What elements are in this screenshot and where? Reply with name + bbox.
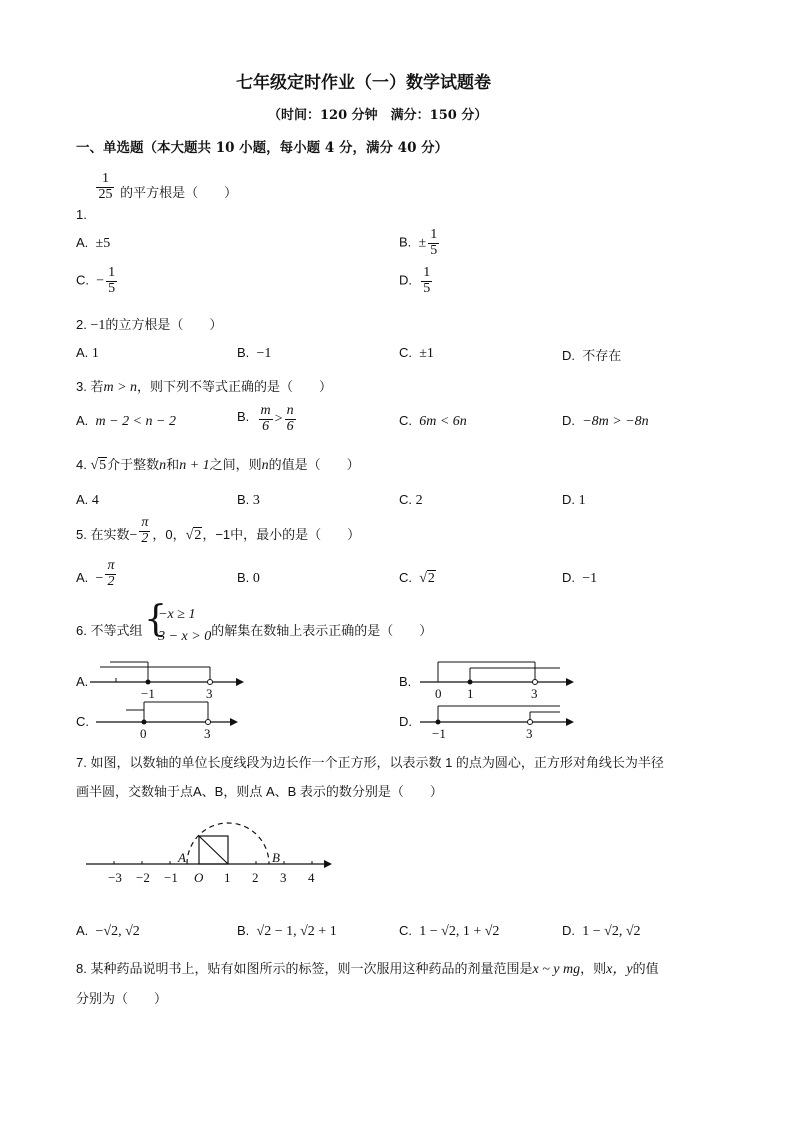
svg-text:0: 0 <box>435 686 442 701</box>
page-subtitle: （时间：120 分钟 满分：150 分） <box>268 108 488 123</box>
option-a[interactable]: A. 4 <box>76 492 99 508</box>
option-d[interactable]: D. −1 <box>562 570 598 586</box>
option-a[interactable]: A. <box>76 674 89 689</box>
question-1 <box>76 171 238 222</box>
option-b[interactable]: B. ± $\frac{1}{5}$ <box>399 227 438 258</box>
svg-text:3: 3 <box>204 726 211 741</box>
inequality-system: { −x ≥ 1 3 − x > 0 <box>144 599 212 644</box>
option-a[interactable]: A. ±5 <box>76 235 111 251</box>
question-stem: 的平方根是（ ） <box>120 184 238 200</box>
number-line-c <box>96 698 256 744</box>
svg-text:1: 1 <box>467 686 474 701</box>
option-b[interactable]: B. 3 <box>237 492 260 508</box>
svg-text:3: 3 <box>526 726 533 741</box>
option-c[interactable]: C. ±1 <box>399 345 434 361</box>
number-line-d <box>420 698 580 744</box>
q7-diagram <box>84 818 344 890</box>
fraction-one-twentyfifth: $\frac{1}{25}$ <box>98 171 113 202</box>
option-b[interactable]: B. 0 <box>237 570 260 586</box>
option-a[interactable]: A. − $\frac{\pi}{2}$ <box>76 558 115 589</box>
option-d[interactable]: D. $\frac{1}{5}$ <box>399 265 431 296</box>
svg-text:−1: −1 <box>141 686 155 701</box>
sqrt-five: √5 <box>90 458 107 473</box>
svg-text:−2: −2 <box>136 870 150 885</box>
svg-text:−1: −1 <box>164 870 178 885</box>
question-6: 6. 不等式组 { −x ≥ 1 3 − x > 0 的解集在数轴上表示正确的是（ ） <box>76 604 432 648</box>
question-number: 1. <box>76 206 87 222</box>
option-c[interactable]: C. − $\frac{1}{5}$ <box>76 265 116 296</box>
option-d[interactable]: D. 1 <box>562 492 586 508</box>
option-b[interactable]: B. −1 <box>237 345 272 361</box>
option-b[interactable]: B. <box>399 674 412 689</box>
question-8: 8. 某种药品说明书上，贴有如图所示的标签，则一次服用这种药品的剂量范围是x ~ y mg，则x，y的值 分别为（ ） <box>76 961 659 1006</box>
question-4: 4. √5介于整数n和n + 1之间，则n的值是（ ） <box>76 457 360 473</box>
svg-text:0: 0 <box>140 726 147 741</box>
option-d[interactable]: D. −8m > −8n <box>562 413 649 429</box>
page-title: 七年级定时作业（一）数学试题卷 <box>236 73 491 93</box>
option-c[interactable]: C. <box>76 714 89 729</box>
option-d[interactable]: D. 不存在 <box>562 348 622 363</box>
option-d[interactable]: D. 1 − √2, √2 <box>562 923 641 939</box>
question-7: 7. 如图，以数轴的单位长度线段为边长作一个正方形，以表示数 1 的点为圆心，正方形对角线长为半径 画半圆，交数轴于点A、B，则点 A、B 表示的数分别是（ ） <box>76 755 664 799</box>
svg-text:3: 3 <box>531 686 538 701</box>
section-heading: 一、单选题（本大题共 10 小题，每小题 4 分，满分 40 分） <box>76 140 449 156</box>
question-5: 5. 在实数− $\frac{\pi}{2}$ ，0，√2，−1中，最小的是（ ） <box>76 515 361 546</box>
svg-text:O: O <box>194 870 204 885</box>
option-c[interactable]: C. 2 <box>399 492 423 508</box>
svg-text:B: B <box>272 850 280 865</box>
svg-text:A: A <box>178 850 186 865</box>
svg-text:−3: −3 <box>108 870 122 885</box>
option-d[interactable]: D. <box>399 714 412 729</box>
question-2: 2. −1的立方根是（ ） <box>76 317 223 333</box>
option-a[interactable]: A. m − 2 < n − 2 <box>76 413 176 429</box>
question-3: 3. 若m > n，则下列不等式正确的是（ ） <box>76 379 333 395</box>
svg-text:1: 1 <box>224 870 231 885</box>
option-c[interactable]: C. √2 <box>399 570 435 586</box>
option-c[interactable]: C. 6m < 6n <box>399 413 467 429</box>
option-b[interactable]: B. √2 − 1, √2 + 1 <box>237 923 337 939</box>
option-c[interactable]: C. 1 − √2, 1 + √2 <box>399 923 500 939</box>
option-a[interactable]: A. −√2, √2 <box>76 923 140 939</box>
svg-text:3: 3 <box>206 686 213 701</box>
svg-text:−1: −1 <box>432 726 446 741</box>
svg-text:2: 2 <box>252 870 259 885</box>
option-b[interactable]: B. $\frac{m}{6}$ > $\frac{n}{6}$ <box>237 403 294 434</box>
svg-text:4: 4 <box>308 870 315 885</box>
svg-text:3: 3 <box>280 870 287 885</box>
option-a[interactable]: A. 1 <box>76 345 99 361</box>
